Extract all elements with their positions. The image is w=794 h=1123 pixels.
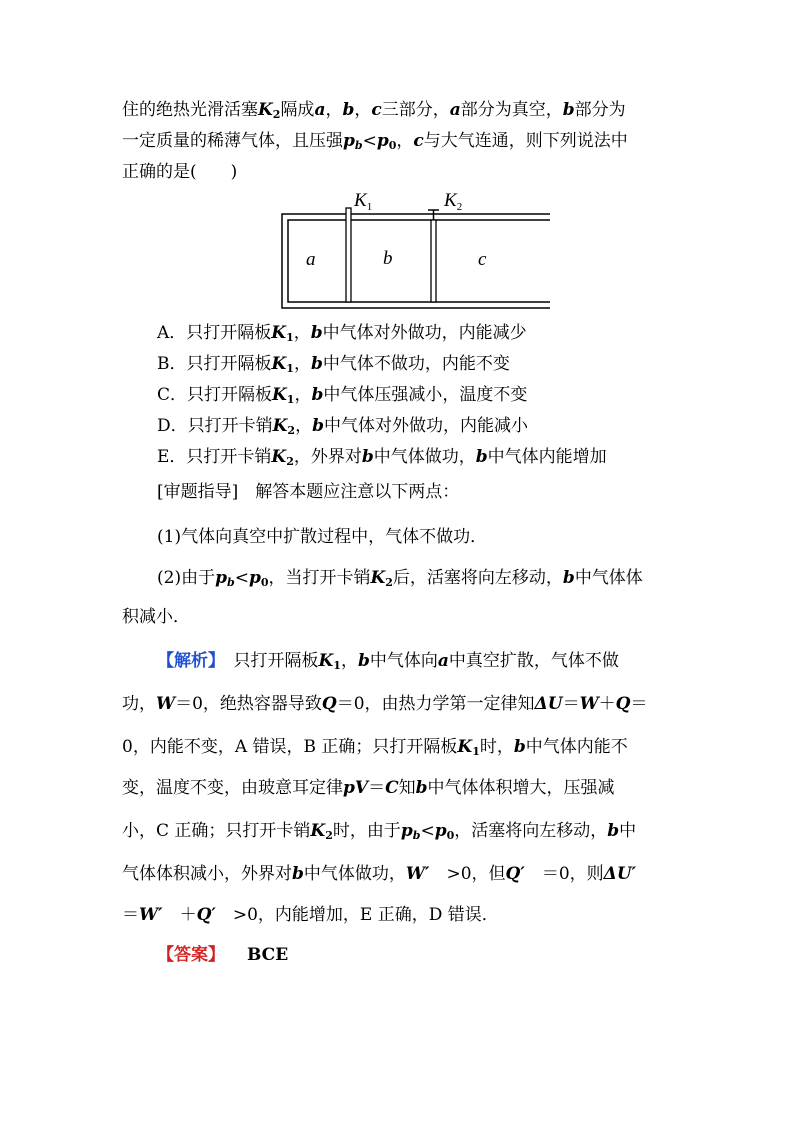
question-line-1: 住的绝热光滑活塞$K_2$隔成a，b，c三部分，a部分为真空，b部分为 xyxy=(122,100,626,121)
partition-k1 xyxy=(346,208,351,302)
guide-point-2-cont: 积减小． xyxy=(122,607,190,627)
label-b: b xyxy=(383,248,393,269)
option-d: D．只打开卡销$K_2$，b中气体对外做功，内能减小 xyxy=(157,416,528,437)
piston-k2 xyxy=(431,220,436,302)
option-a: A．只打开隔板$K_1$，b中气体对外做功，内能减少 xyxy=(157,323,527,344)
answer-line xyxy=(157,945,288,965)
label-k2: $K_2$ xyxy=(444,190,463,213)
inner-wall xyxy=(288,220,550,302)
analysis-line-2: 功，W＝0，绝热容器导致Q＝0，由热力学第一定律知ΔU＝W＋Q＝ xyxy=(122,694,648,714)
answer-value: BCE xyxy=(247,945,289,965)
analysis-line-6: 气体体积减小，外界对b中气体做功，W′ >0，但Q′ ＝0，则ΔU′ xyxy=(122,864,637,884)
answer-label: 【答案】 xyxy=(157,945,225,965)
analysis-line-7: ＝W′ ＋Q′ >0，内能增加，E 正确，D 错误． xyxy=(122,905,499,925)
label-c: c xyxy=(478,249,487,270)
outer-wall xyxy=(282,214,550,308)
analysis-line-5: 小，C 正确；只打开卡销$K_2$时，由于$p_b<p_0$，活塞将向左移动，b中 xyxy=(122,821,637,842)
option-b: B．只打开隔板$K_1$，b中气体不做功，内能不变 xyxy=(157,354,510,375)
guide-label: [审题指导] xyxy=(157,482,239,502)
guide-heading: [审题指导] 解答本题应注意以下两点： xyxy=(157,482,460,502)
question-line-2: 一定质量的稀薄气体，且压强$p_b<p_0$，c与大气连通，则下列说法中 xyxy=(122,131,628,152)
guide-point-1: (1)气体向真空中扩散过程中，气体不做功． xyxy=(157,527,488,547)
label-a: a xyxy=(306,249,316,270)
question-line-3: 正确的是( ) xyxy=(122,162,238,182)
option-e: E．只打开卡销$K_2$，外界对b中气体做功，b中气体内能增加 xyxy=(157,447,607,468)
analysis-label: 【解析】 xyxy=(157,651,217,671)
container-diagram xyxy=(280,186,552,310)
analysis-line-4: 变，温度不变，由玻意耳定律pV＝C知b中气体体积增大，压强减 xyxy=(122,778,615,798)
guide-point-2: (2)由于$p_b<p_0$，当打开卡销$K_2$后，活塞将向左移动，b中气体体 xyxy=(157,568,643,589)
option-c: C．只打开隔板$K_1$，b中气体压强减小，温度不变 xyxy=(157,385,528,406)
analysis-line-3: 0，内能不变，A 错误，B 正确；只打开隔板$K_1$时，b中气体内能不 xyxy=(122,737,628,758)
label-k1: $K_1$ xyxy=(354,190,373,213)
analysis-line-1: 【解析】 只打开隔板$K_1$，b中气体向a中真空扩散，气体不做 xyxy=(157,651,619,672)
